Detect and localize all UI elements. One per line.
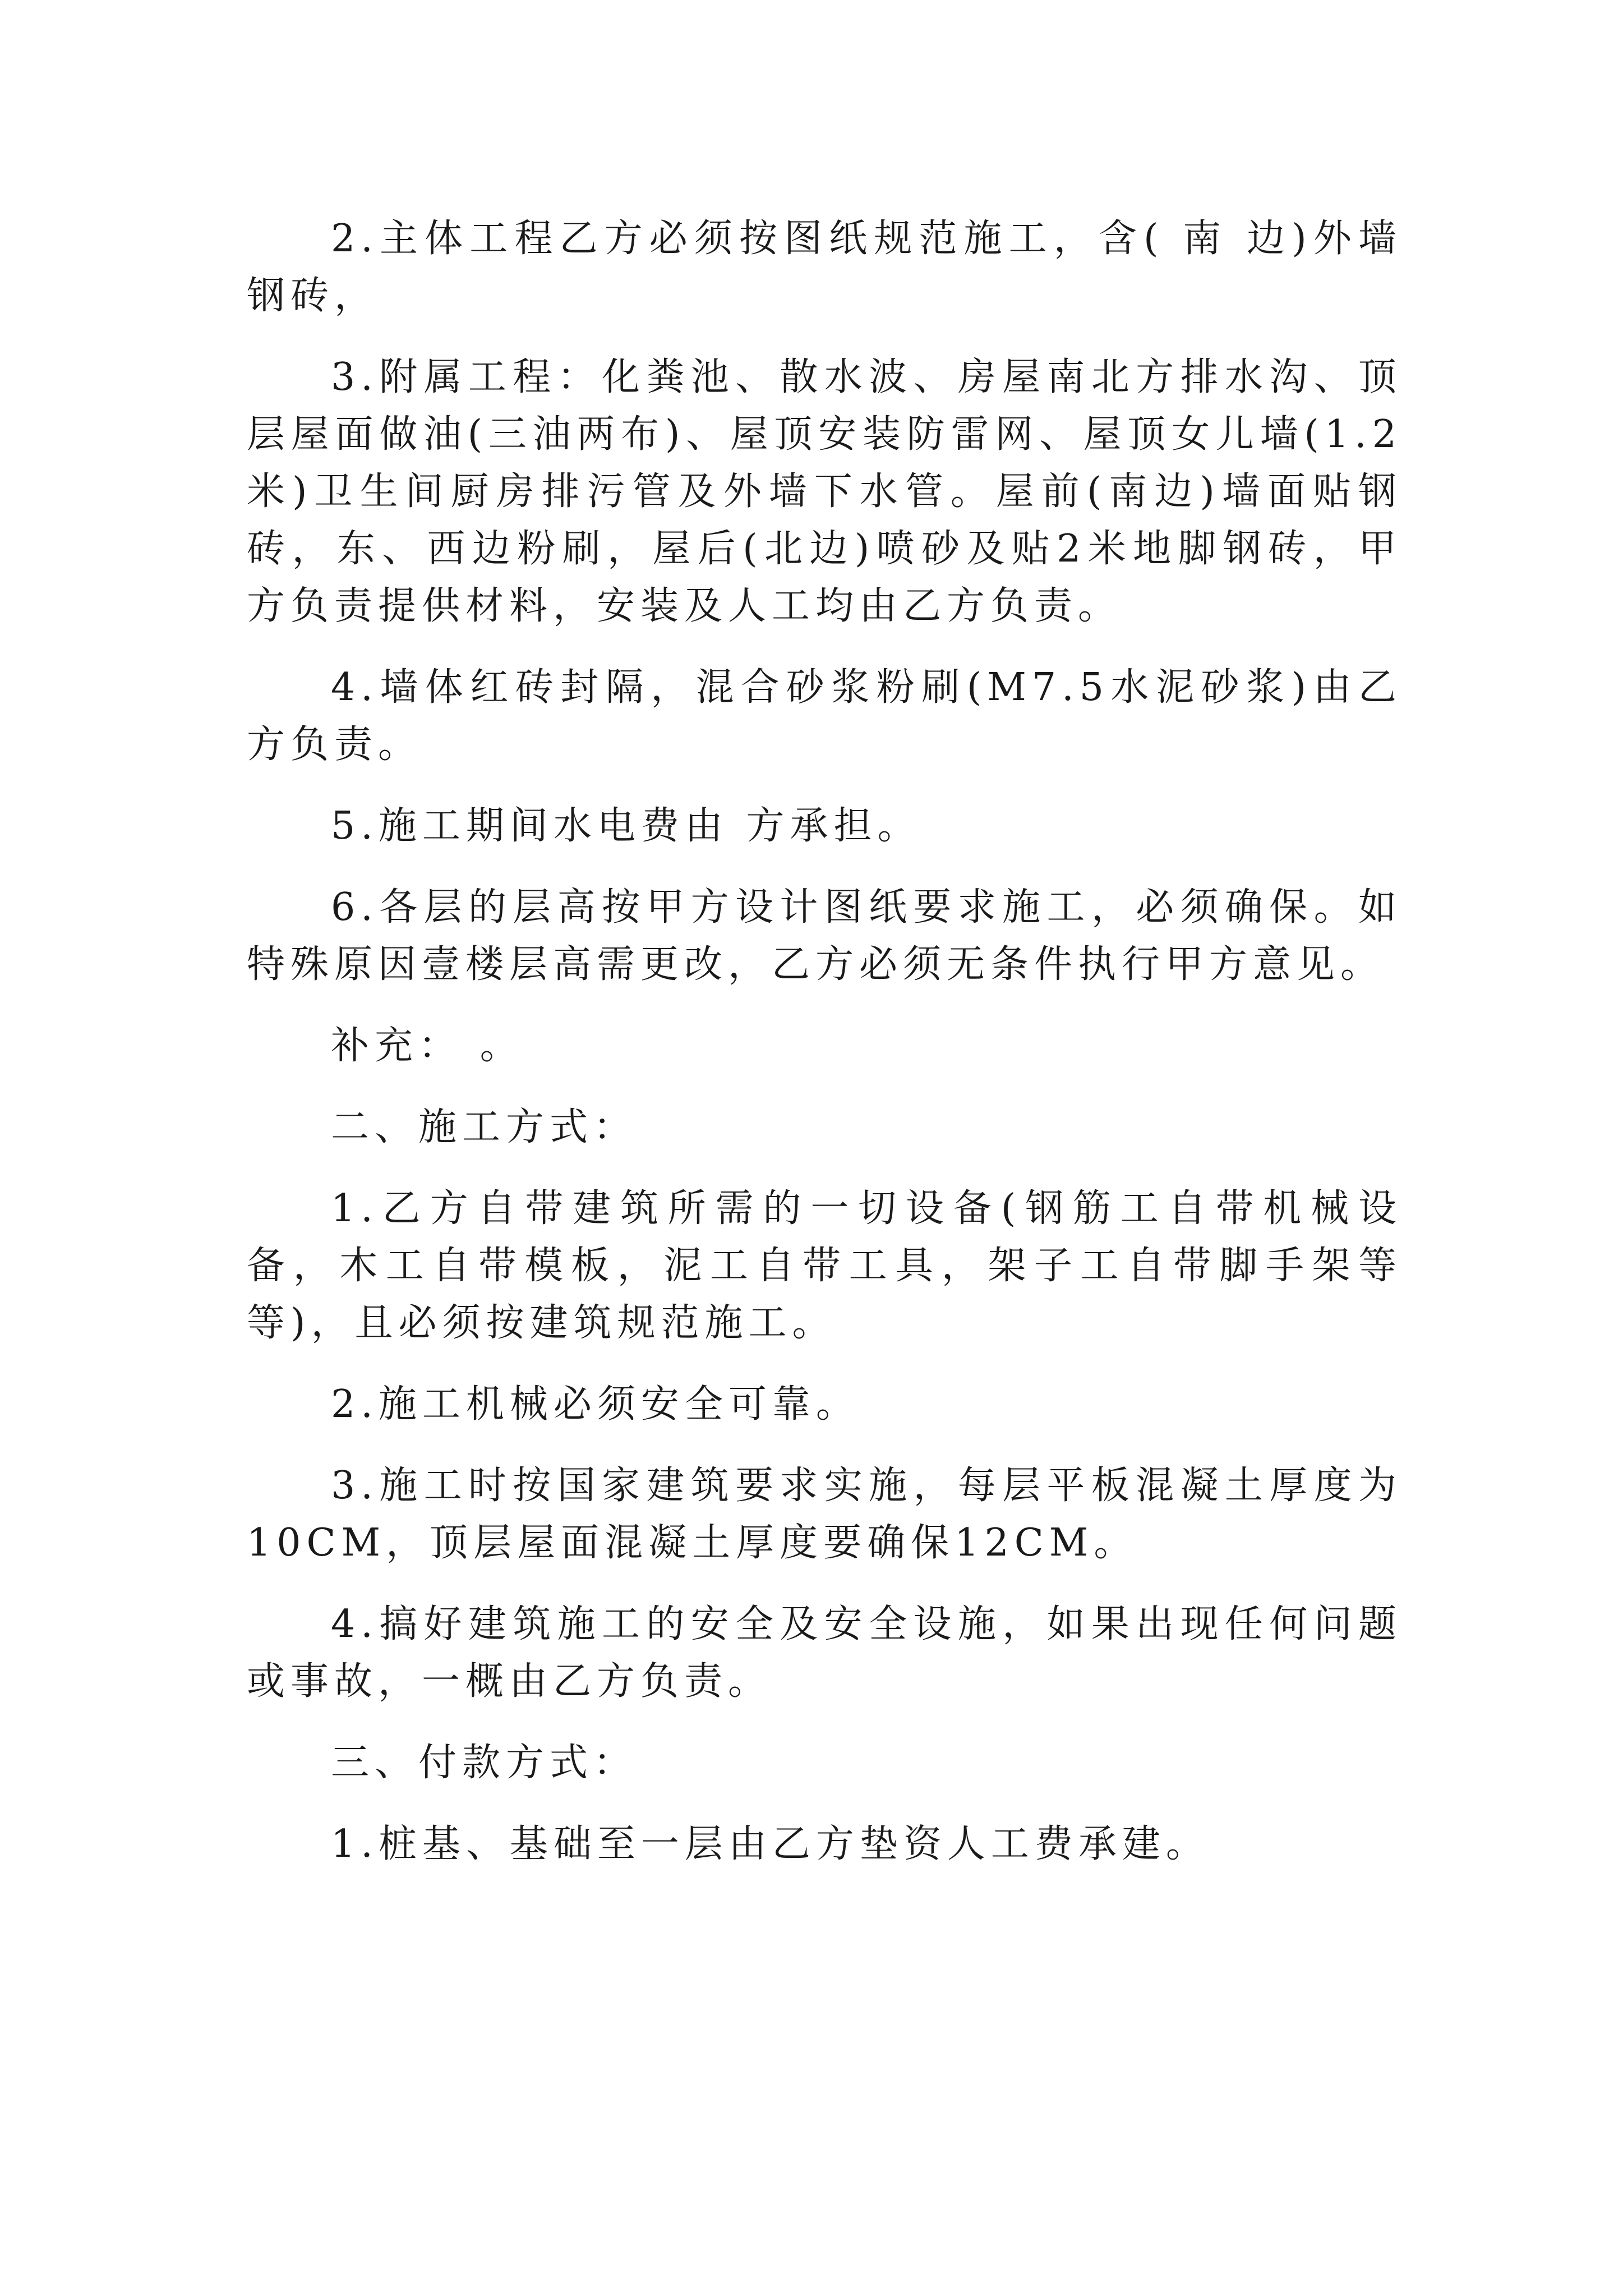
clause-machinery-safety: 2.施工机械必须安全可靠。 <box>331 1382 860 1427</box>
clause-site-safety: 4.搞好建筑施工的安全及安全设施，如果出现任何问题或事故，一概由乙方负责。 <box>247 1602 1402 1704</box>
clause-equipment: 1.乙方自带建筑所需的一切设备(钢筋工自带机械设备，木工自带模板，泥工自带工具，架子工自带脚手架等等)，且必须按建筑规范施工。 <box>247 1186 1402 1345</box>
clause-concrete-thickness: 3.施工时按国家建筑要求实施，每层平板混凝土厚度为10CM，顶层屋面混凝土厚度要确保12CM。 <box>247 1464 1402 1565</box>
supplement-line: 补充： 。 <box>331 1024 524 1068</box>
section-heading-payment-method: 三、付款方式： <box>331 1741 638 1785</box>
document-body <box>247 210 1402 1897</box>
clause-brick-partition: 4.墙体红砖封隔，混合砂浆粉刷(M7.5水泥砂浆)由乙方负责。 <box>247 665 1402 767</box>
clause-floor-height: 6.各层的层高按甲方设计图纸要求施工，必须确保。如特殊原因壹楼层高需更改，乙方必须无条件执行甲方意见。 <box>247 885 1402 987</box>
clause-ancillary-works: 3.附属工程：化粪池、散水波、房屋南北方排水沟、顶层屋面做油(三油两布)、屋顶安装防雷网、屋顶女儿墙(1.2米)卫生间厨房排污管及外墙下水管。屋前(南边)墙面贴钢砖，东、西边粉刷，屋后(北边)喷砂及贴2米地脚钢砖，甲方负责提供材料，安装及人工均由乙方负责。 <box>247 355 1402 628</box>
clause-utilities: 5.施工期间水电费由 方承担。 <box>331 804 921 848</box>
section-heading-construction-method: 二、施工方式： <box>331 1105 638 1149</box>
clause-payment-foundation: 1.桩基、基础至一层由乙方垫资人工费承建。 <box>331 1822 1210 1866</box>
clause-main-structure: 2.主体工程乙方必须按图纸规范施工，含( 南 边)外墙钢砖， <box>247 217 1402 318</box>
